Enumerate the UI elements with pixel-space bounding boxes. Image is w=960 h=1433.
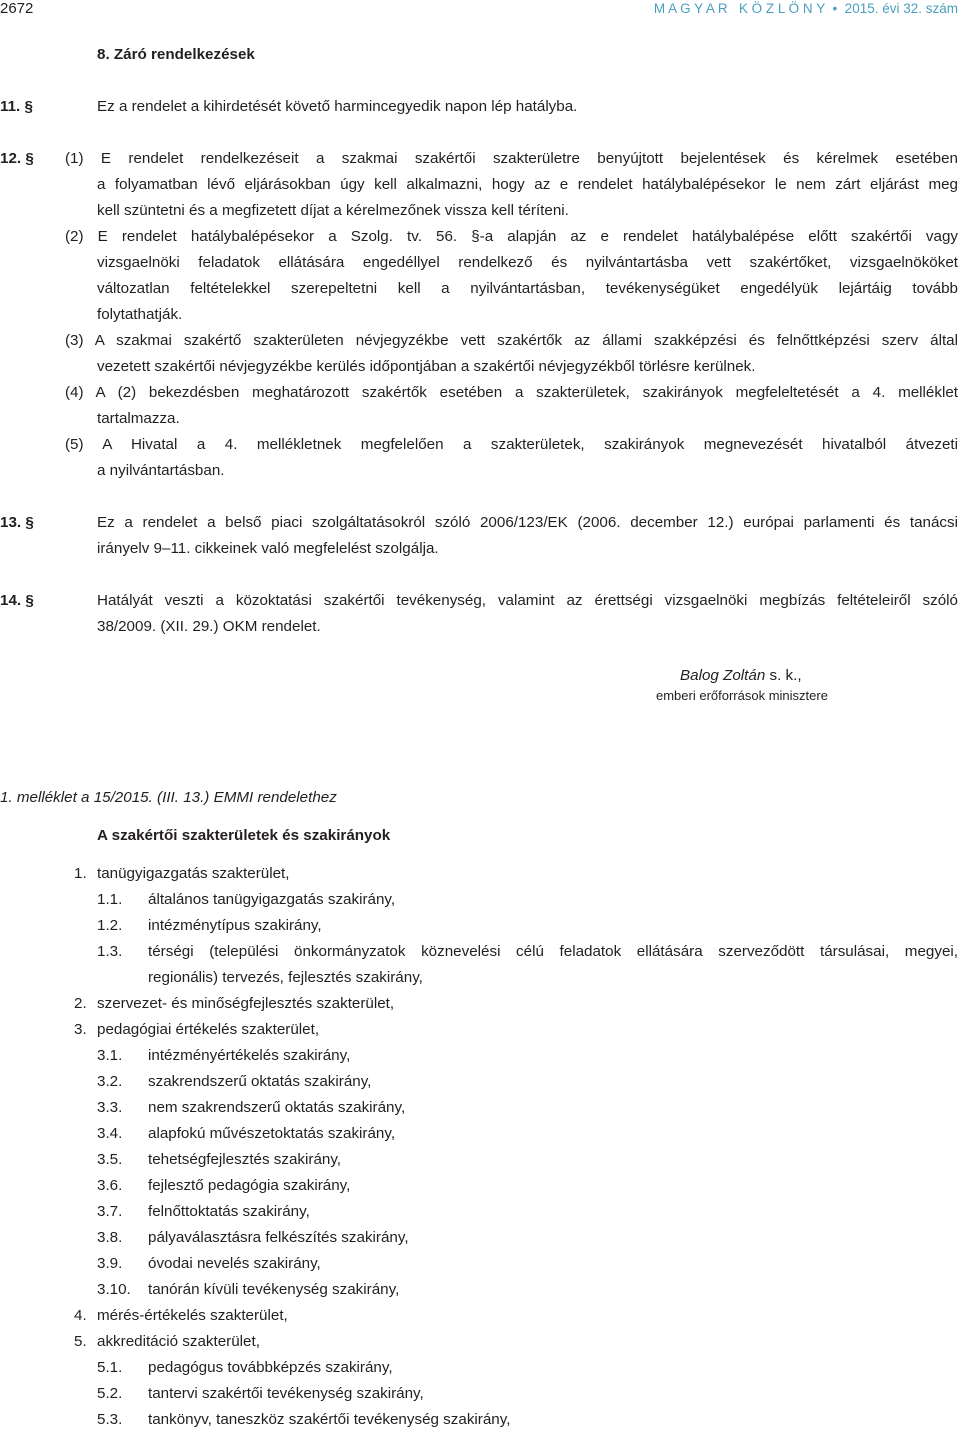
annex-item-text: akkreditáció szakterület, [97, 1333, 260, 1350]
section-12-p1-line2: a folyamatban lévő eljárásokban úgy kell alkalmazni, hogy az e rendelet hatálybalépésekor le nem zárt eljárást meg [97, 176, 958, 193]
annex-item-text: térségi (települési önkormányzatok köznevelési célú feladatok ellátására szerveződött társulásai, megyei, [148, 943, 958, 960]
annex-item-text: tanórán kívüli tevékenység szakirány, [148, 1281, 400, 1298]
annex-item-number: 1.1. [97, 891, 123, 908]
signature-suffix: s. k., [765, 667, 802, 684]
annex-item-number: 3.9. [97, 1255, 123, 1272]
section-11-number: 11. § [0, 98, 33, 115]
annex-item-text: nem szakrendszerű oktatás szakirány, [148, 1099, 406, 1116]
page-number: 2672 [0, 0, 34, 17]
annex-item-text: alapfokú művészetoktatás szakirány, [148, 1125, 396, 1142]
section-14-number: 14. § [0, 592, 34, 609]
annex-item-number: 3.7. [97, 1203, 123, 1220]
section-12-number: 12. § [0, 150, 34, 167]
annex-item-number: 5.2. [97, 1385, 123, 1402]
annex-item-text: általános tanügyigazgatás szakirány, [148, 891, 396, 908]
chapter-title: 8. Záró rendelkezések [97, 46, 255, 63]
section-12-p1-line3: kell szüntetni és a megfizetett díjat a kérelmezőnek vissza kell téríteni. [97, 202, 569, 219]
section-12-p2-line1: (2) E rendelet hatálybalépésekor a Szolg. tv. 56. §-a alapján az e rendelet hatálybalépése előtt szakértői vagy [65, 228, 958, 245]
annex-item-text: tantervi szakértői tevékenység szakirány, [148, 1385, 424, 1402]
annex-item-number: 5. [74, 1333, 87, 1350]
annex-item-text: pályaválasztásra felkészítés szakirány, [148, 1229, 409, 1246]
section-12-p3-line1: (3) A szakmai szakértő szakterületen névjegyzékbe vett szakértők az állami szakképzési és felnőttképzési szerv által [65, 332, 958, 349]
annex-item-text: fejlesztő pedagógia szakirány, [148, 1177, 351, 1194]
annex-item-text: tankönyv, taneszköz szakértői tevékenység szakirány, [148, 1411, 511, 1428]
annex-item-text-continued: regionális) tervezés, fejlesztés szakirány, [148, 969, 423, 986]
annex-item-text: tanügyigazgatás szakterület, [97, 865, 290, 882]
section-12-p2-line2: vizsgaelnöki feladatok ellátására engedéllyel rendelkező és nyilvántartásba vett szakértőket, vizsgaelnököket [97, 254, 958, 271]
annex-title: 1. melléklet a 15/2015. (III. 13.) EMMI rendelethez [0, 789, 337, 806]
annex-item-number: 1. [74, 865, 87, 882]
signature-title: emberi erőforrások minisztere [656, 688, 828, 703]
signature-line [680, 663, 802, 689]
annex-item-number: 3.2. [97, 1073, 123, 1090]
annex-item-text: tehetségfejlesztés szakirány, [148, 1151, 342, 1168]
annex-item-text: felnőttoktatás szakirány, [148, 1203, 310, 1220]
annex-item-number: 3.3. [97, 1099, 123, 1116]
annex-item-number: 1.2. [97, 917, 123, 934]
annex-item-number: 3.1. [97, 1047, 123, 1064]
annex-item-number: 1.3. [97, 943, 123, 960]
annex-item-text: mérés-értékelés szakterület, [97, 1307, 288, 1324]
journal-header: M A G Y A R K Ö Z L Ö N Y • 2015. évi 32. szám [653, 1, 958, 16]
section-12-p4-line2: tartalmazza. [97, 410, 180, 427]
annex-item-number: 3.8. [97, 1229, 123, 1246]
section-12-p5-line2: a nyilvántartásban. [97, 462, 225, 479]
section-14-line2: 38/2009. (XII. 29.) OKM rendelet. [97, 618, 321, 635]
annex-item-number: 3.10. [97, 1281, 131, 1298]
signature-name: Balog Zoltán [680, 667, 766, 684]
section-12-p4-line1: (4) A (2) bekezdésben meghatározott szakértők esetében a szakterületek, szakirányok megfeleltetését a 4. melléklet [65, 384, 958, 401]
section-12-p3-line2: vezetett szakértői névjegyzékbe kerülés időpontjában a szakértői névjegyzékből törlésre kerülnek. [97, 358, 756, 375]
annex-item-number: 5.3. [97, 1411, 123, 1428]
section-11-text: Ez a rendelet a kihirdetését követő harmincegyedik napon lép hatályba. [97, 98, 578, 115]
annex-item-number: 2. [74, 995, 87, 1012]
annex-item-text: szakrendszerű oktatás szakirány, [148, 1073, 372, 1090]
annex-item-text: pedagógiai értékelés szakterület, [97, 1021, 320, 1038]
annex-item-number: 3.6. [97, 1177, 123, 1194]
section-14-line1: Hatályát veszti a közoktatási szakértői tevékenység, valamint az érettségi vizsgaelnöki megbízás feltételeiről szóló [97, 592, 958, 609]
annex-item-number: 3.4. [97, 1125, 123, 1142]
annex-item-number: 3.5. [97, 1151, 123, 1168]
annex-item-text: intézményértékelés szakirány, [148, 1047, 351, 1064]
annex-item-text: pedagógus továbbképzés szakirány, [148, 1359, 393, 1376]
annex-heading: A szakértői szakterületek és szakirányok [97, 827, 391, 844]
annex-item-text: óvodai nevelés szakirány, [148, 1255, 321, 1272]
section-12-p2-line3: változatlan feltételekkel szerepeltetni kell a nyilvántartásban, tevékenységüket engedélyük lejártáig tovább [97, 280, 958, 297]
section-12-p2-line4: folytathatják. [97, 306, 183, 323]
section-13-number: 13. § [0, 514, 34, 531]
section-13-line1: Ez a rendelet a belső piaci szolgáltatásokról szóló 2006/123/EK (2006. december 12.) európai parlamenti és tanácsi [97, 514, 958, 531]
section-12-p5-line1: (5) A Hivatal a 4. mellékletnek megfelelően a szakterületek, szakirányok megnevezését hivatalból átvezeti [65, 436, 958, 453]
annex-item-number: 4. [74, 1307, 87, 1324]
annex-item-text: intézménytípus szakirány, [148, 917, 322, 934]
section-13-line2: irányelv 9–11. cikkeinek való megfelelést szolgálja. [97, 540, 439, 557]
annex-item-number: 3. [74, 1021, 87, 1038]
annex-item-number: 5.1. [97, 1359, 123, 1376]
section-12-p1-line1: (1) E rendelet rendelkezéseit a szakmai szakértői szakterületre benyújtott bejelentések és kérelmek esetében [65, 150, 958, 167]
annex-item-text: szervezet- és minőségfejlesztés szakterület, [97, 995, 395, 1012]
